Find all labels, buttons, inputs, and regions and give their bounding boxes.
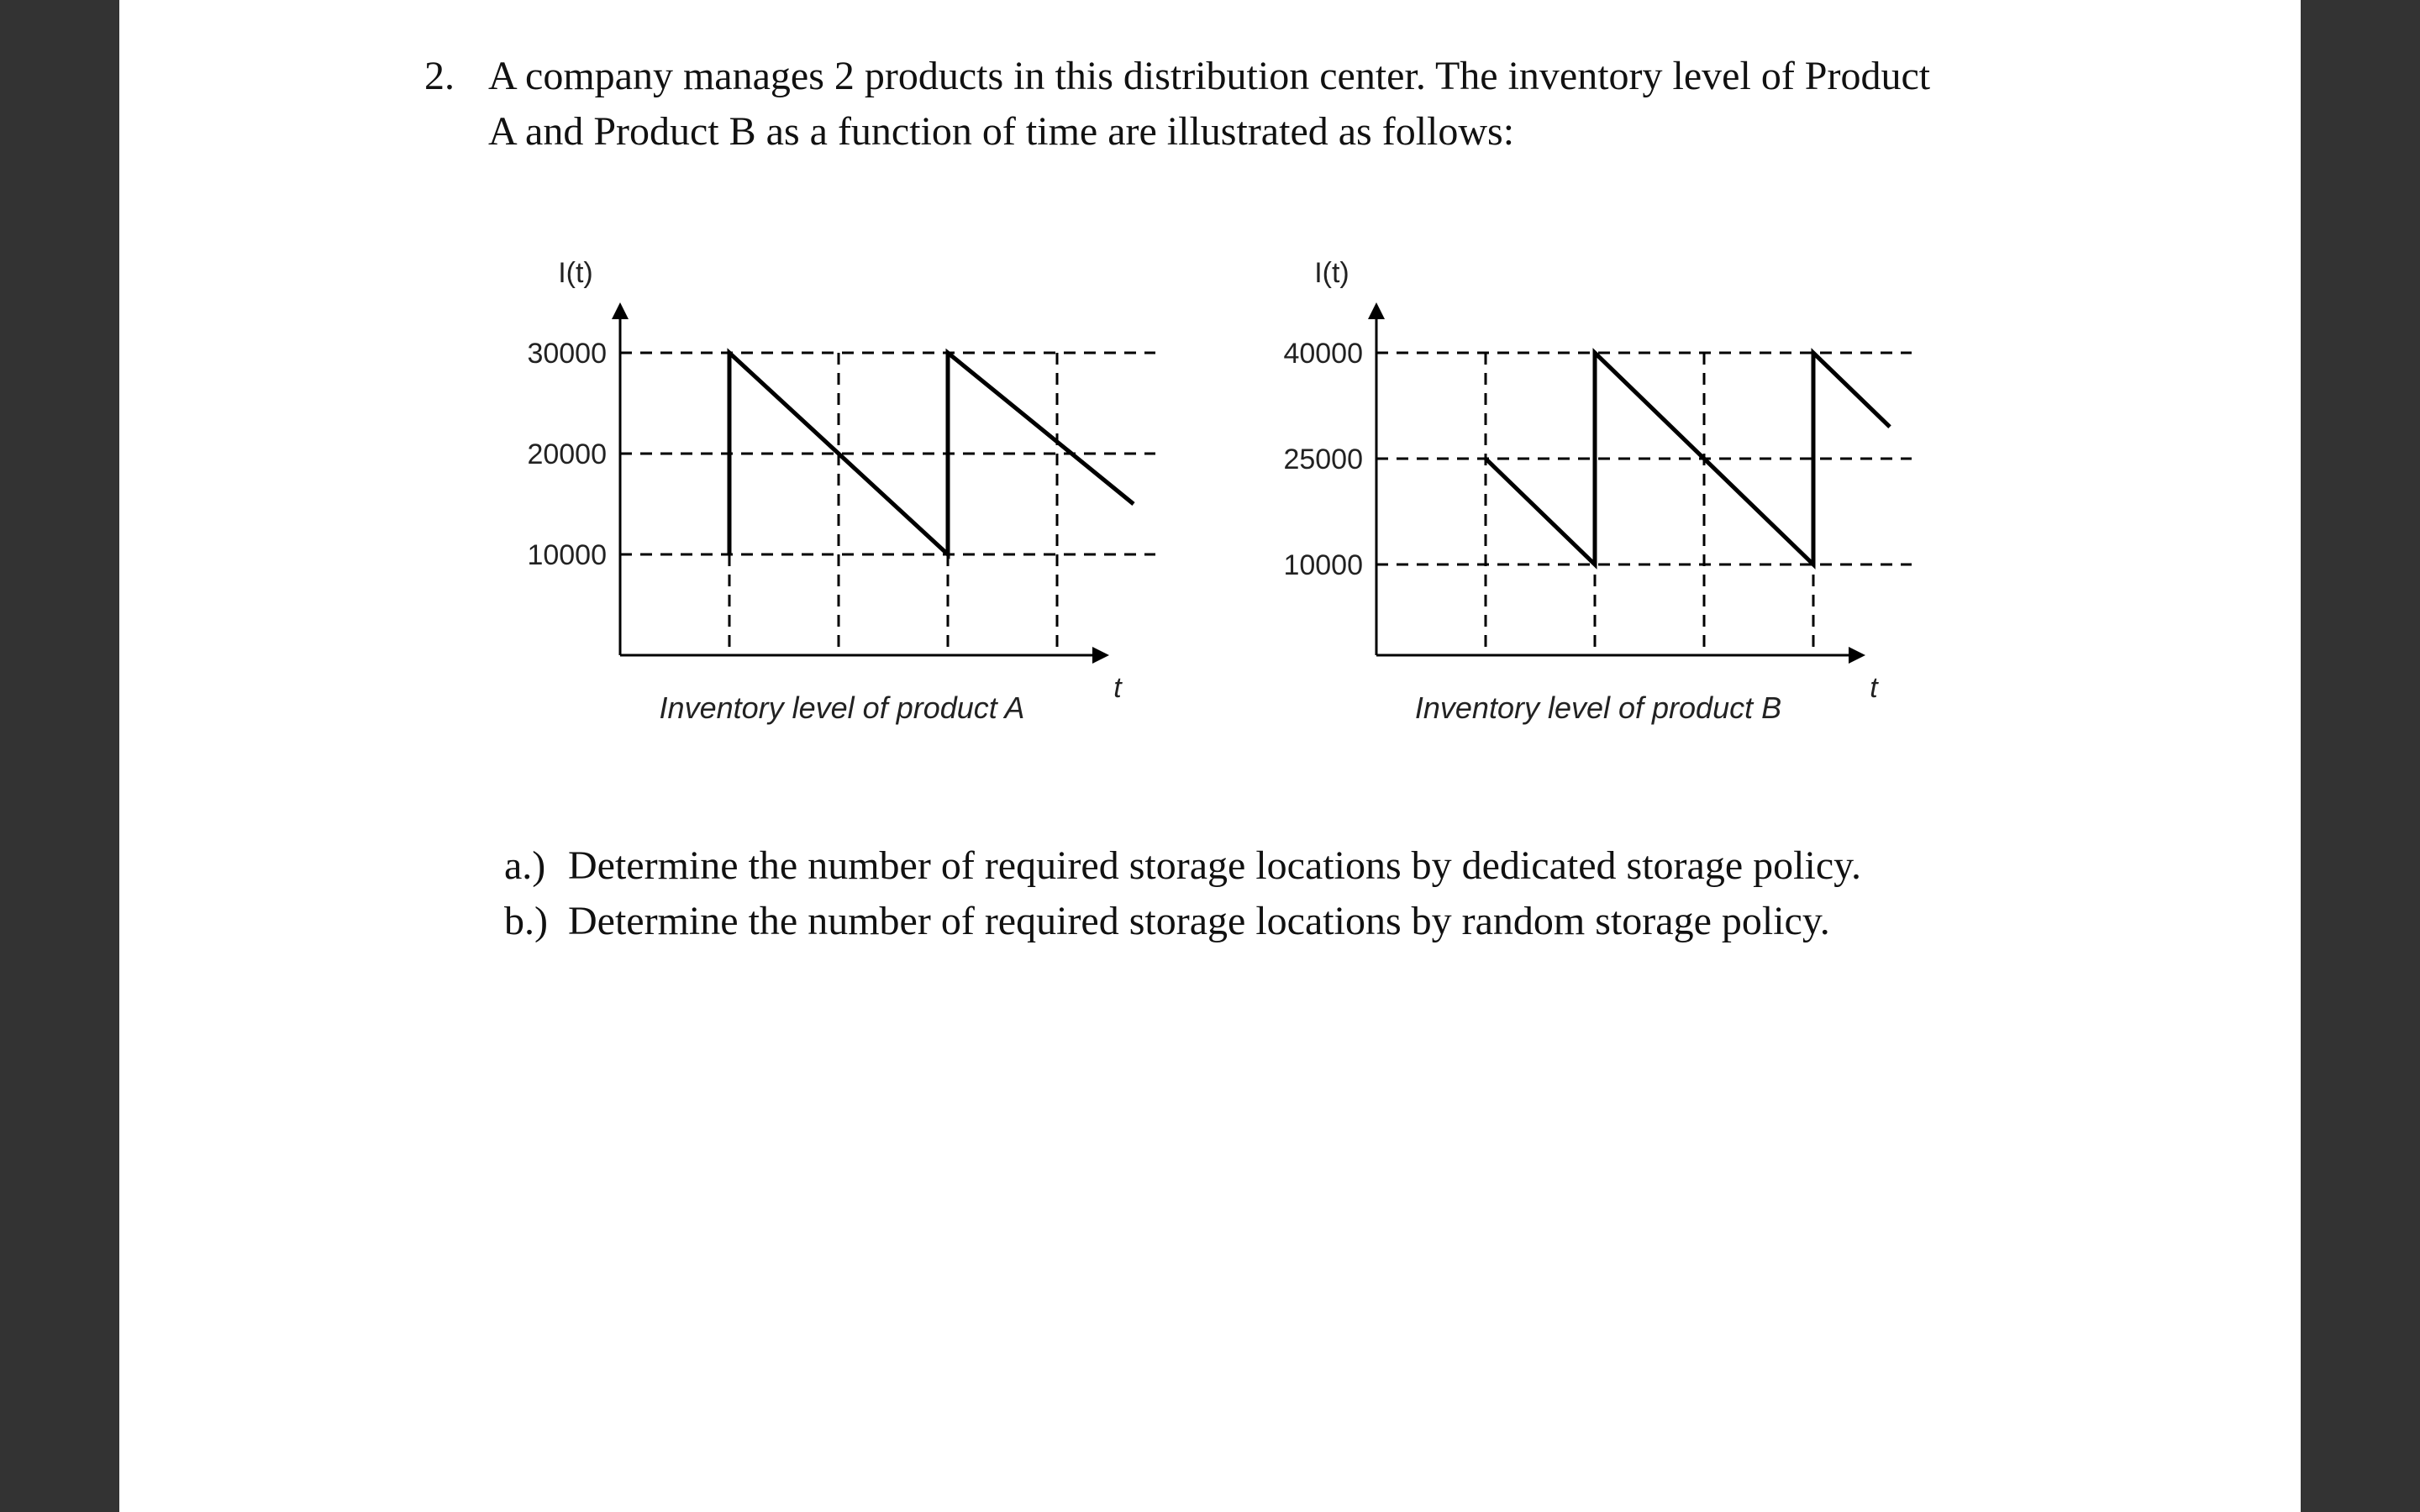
- chart-product-b: [1227, 244, 1916, 739]
- y-tick-label: 30000: [527, 338, 607, 370]
- chart-product-a: [471, 244, 1160, 739]
- document-page: [119, 0, 2301, 1512]
- chart-caption: Inventory level of product A: [659, 690, 1025, 725]
- y-tick-label: 10000: [527, 539, 607, 571]
- y-tick-label: 40000: [1283, 338, 1363, 370]
- subquestion-label: a.): [504, 843, 546, 888]
- x-axis-label: t: [1113, 672, 1122, 704]
- subquestion-text: Determine the number of required storage locations by dedicated storage policy.: [568, 843, 1861, 888]
- subquestion-a: [504, 838, 1861, 894]
- y-tick-label: 25000: [1283, 444, 1363, 476]
- x-axis-label: t: [1870, 672, 1878, 704]
- question-line-1: A company manages 2 products in this distribution center. The inventory level of Product: [488, 54, 1931, 98]
- y-axis-label: I(t): [558, 257, 593, 289]
- y-axis-label: I(t): [1314, 257, 1349, 289]
- subquestion-label: b.): [504, 899, 548, 943]
- x-axis-arrow: [1849, 647, 1865, 664]
- subquestion-text: Determine the number of required storage locations by random storage policy.: [568, 899, 1830, 943]
- question-line-2: A and Product B as a function of time are illustrated as follows:: [488, 109, 1515, 154]
- subquestion-b: [504, 894, 1861, 949]
- y-tick-label: 20000: [527, 438, 607, 470]
- question-number: 2.: [424, 54, 455, 98]
- y-axis-arrow: [612, 302, 629, 319]
- subquestions-list: [504, 838, 1861, 949]
- y-axis-arrow: [1368, 302, 1385, 319]
- y-tick-label: 10000: [1283, 549, 1363, 582]
- chart-caption: Inventory level of product B: [1414, 690, 1782, 725]
- x-axis-arrow: [1092, 647, 1109, 664]
- question-text: [488, 49, 2085, 160]
